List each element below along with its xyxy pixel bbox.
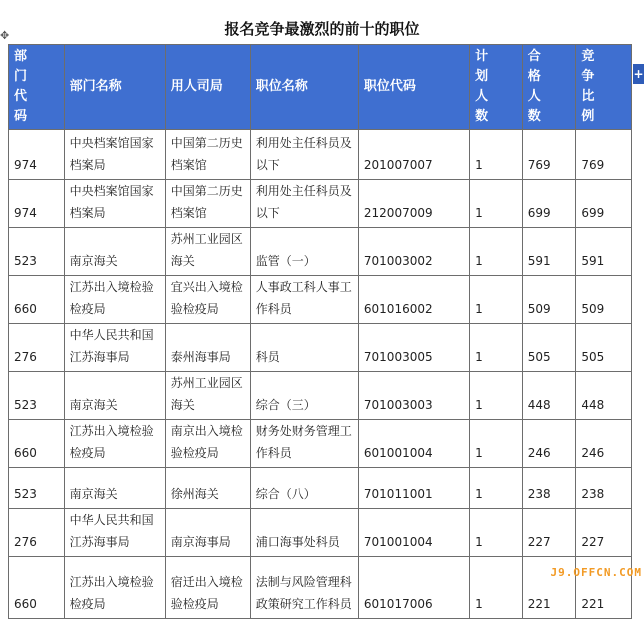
table-row: [9, 468, 632, 509]
cell-dept-name: 南京海关: [64, 468, 165, 509]
cell-dept-name: 江苏出入境检验检疫局: [64, 557, 165, 619]
table-header-row: [9, 45, 632, 130]
cell-ratio: 509: [576, 276, 632, 324]
cell-position-name: 浦口海事处科员: [250, 509, 358, 557]
cell-planned: 1: [470, 372, 523, 420]
header-qualified: 合 格 人数: [522, 45, 576, 130]
header-position-name: 职位名称: [250, 45, 358, 130]
cell-position-name: 人事政工科人事工作科员: [250, 276, 358, 324]
cell-qualified: 509: [522, 276, 576, 324]
cell-qualified: 238: [522, 468, 576, 509]
cell-dept-code: 974: [9, 130, 65, 180]
cell-dept-code: 660: [9, 420, 65, 468]
cell-qualified: 505: [522, 324, 576, 372]
cell-employer: 宜兴出入境检验检疫局: [165, 276, 250, 324]
cell-position-name: 科员: [250, 324, 358, 372]
cell-planned: 1: [470, 420, 523, 468]
cell-dept-code: 523: [9, 468, 65, 509]
cell-ratio: 769: [576, 130, 632, 180]
cell-position-name: 财务处财务管理工作科员: [250, 420, 358, 468]
cell-employer: 苏州工业园区海关: [165, 228, 250, 276]
header-dept-name: 部门名称: [64, 45, 165, 130]
cell-position-name: 利用处主任科员及以下: [250, 180, 358, 228]
header-position-code: 职位代码: [358, 45, 469, 130]
page-title: 报名竞争最激烈的前十的职位: [224, 20, 420, 38]
cell-qualified: 227: [522, 509, 576, 557]
cell-dept-name: 中华人民共和国江苏海事局: [64, 509, 165, 557]
cell-ratio: 238: [576, 468, 632, 509]
cell-dept-name: 江苏出入境检验检疫局: [64, 276, 165, 324]
cell-position-code: 601017006: [358, 557, 469, 619]
header-planned: 计 划 人数: [470, 45, 523, 130]
cell-qualified: 699: [522, 180, 576, 228]
cell-dept-code: 974: [9, 180, 65, 228]
table-row: [9, 180, 632, 228]
cell-position-code: 701001004: [358, 509, 469, 557]
cell-planned: 1: [470, 228, 523, 276]
cell-employer: 泰州海事局: [165, 324, 250, 372]
table-row: [9, 420, 632, 468]
cell-ratio: 699: [576, 180, 632, 228]
cell-ratio: 227: [576, 509, 632, 557]
cell-ratio: 246: [576, 420, 632, 468]
header-ratio: 竞 争 比例: [576, 45, 632, 130]
cell-employer: 苏州工业园区海关: [165, 372, 250, 420]
cell-ratio: 448: [576, 372, 632, 420]
cell-dept-code: 276: [9, 324, 65, 372]
cell-ratio: 505: [576, 324, 632, 372]
cell-position-code: 601001004: [358, 420, 469, 468]
cell-dept-name: 南京海关: [64, 228, 165, 276]
cell-qualified: 221: [522, 557, 576, 619]
cell-dept-code: 660: [9, 557, 65, 619]
table-row: [9, 324, 632, 372]
cell-position-code: 701003002: [358, 228, 469, 276]
cell-planned: 1: [470, 509, 523, 557]
header-dept-code: 部 门 代码: [9, 45, 65, 130]
cell-position-name: 综合（三）: [250, 372, 358, 420]
ranking-table: [8, 44, 632, 619]
cell-dept-code: 523: [9, 228, 65, 276]
cell-position-name: 监管（一）: [250, 228, 358, 276]
table-add-column-icon[interactable]: +: [633, 64, 644, 84]
cell-planned: 1: [470, 180, 523, 228]
cell-position-code: 201007007: [358, 130, 469, 180]
cell-dept-code: 660: [9, 276, 65, 324]
cell-qualified: 448: [522, 372, 576, 420]
cell-position-code: 212007009: [358, 180, 469, 228]
header-employer: 用人司局: [165, 45, 250, 130]
cell-dept-code: 276: [9, 509, 65, 557]
cell-position-name: 法制与风险管理科政策研究工作科员: [250, 557, 358, 619]
cell-planned: 1: [470, 468, 523, 509]
site-watermark: J9.OFFCN.COM: [550, 566, 642, 579]
cell-qualified: 246: [522, 420, 576, 468]
cell-dept-name: 江苏出入境检验检疫局: [64, 420, 165, 468]
cell-employer: 中国第二历史档案馆: [165, 130, 250, 180]
cell-dept-code: 523: [9, 372, 65, 420]
cell-position-code: 601016002: [358, 276, 469, 324]
cell-qualified: 591: [522, 228, 576, 276]
cell-position-code: 701003005: [358, 324, 469, 372]
table-row: [9, 509, 632, 557]
cell-ratio: 221: [576, 557, 632, 619]
cell-position-name: 综合（八）: [250, 468, 358, 509]
table-row: [9, 276, 632, 324]
cell-ratio: 591: [576, 228, 632, 276]
cell-employer: 中国第二历史档案馆: [165, 180, 250, 228]
cell-planned: 1: [470, 324, 523, 372]
cell-employer: 南京出入境检验检疫局: [165, 420, 250, 468]
cell-employer: 南京海事局: [165, 509, 250, 557]
cell-dept-name: 南京海关: [64, 372, 165, 420]
cell-dept-name: 中央档案馆国家档案局: [64, 130, 165, 180]
table-move-handle-icon[interactable]: ✥: [0, 29, 10, 42]
cell-planned: 1: [470, 276, 523, 324]
cell-employer: 宿迁出入境检验检疫局: [165, 557, 250, 619]
table-row: [9, 372, 632, 420]
cell-position-name: 利用处主任科员及以下: [250, 130, 358, 180]
cell-qualified: 769: [522, 130, 576, 180]
cell-planned: 1: [470, 130, 523, 180]
cell-planned: 1: [470, 557, 523, 619]
cell-position-code: 701003003: [358, 372, 469, 420]
cell-employer: 徐州海关: [165, 468, 250, 509]
table-row: [9, 130, 632, 180]
cell-dept-name: 中央档案馆国家档案局: [64, 180, 165, 228]
table-row: [9, 557, 632, 619]
table-row: [9, 228, 632, 276]
cell-dept-name: 中华人民共和国江苏海事局: [64, 324, 165, 372]
cell-position-code: 701011001: [358, 468, 469, 509]
